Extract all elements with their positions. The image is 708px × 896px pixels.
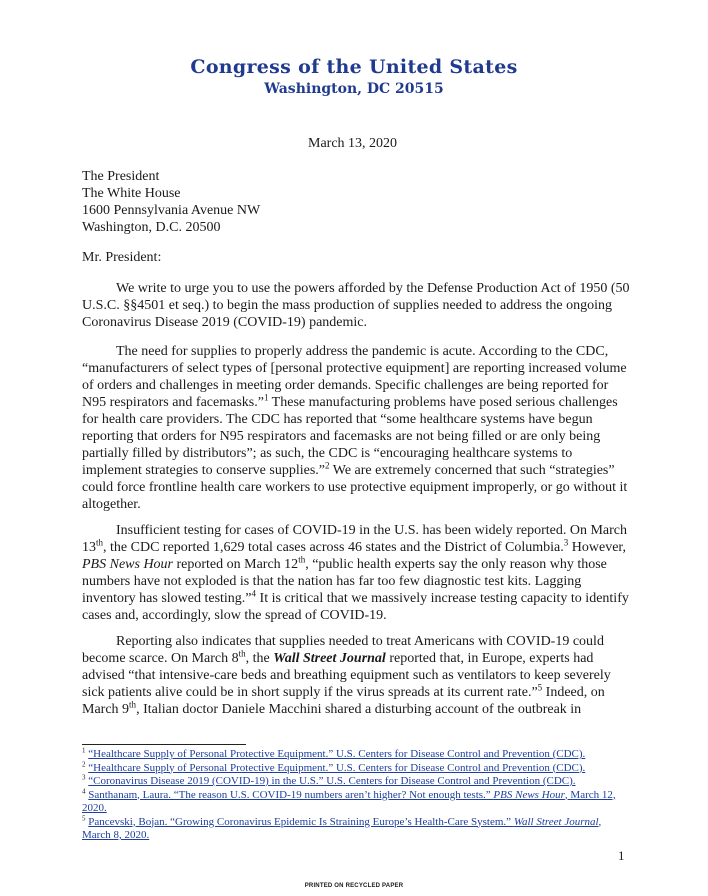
letterhead-subtitle: Washington, DC 20515	[264, 81, 444, 97]
footnote-text: Santhanam, Laura. “The reason U.S. COVID-19 numbers aren’t higher? Not enough tests.”	[88, 788, 494, 801]
footnote-number: 5	[82, 813, 86, 822]
footnote-ref: 5	[537, 682, 543, 693]
page-number: 1	[618, 848, 625, 863]
footnote-number: 4	[82, 786, 86, 795]
footnote-link[interactable]: “Healthcare Supply of Personal Protective Equipment.” U.S. Centers for Disease Control and Prevention (CDC).	[88, 761, 586, 774]
address-line: 1600 Pennsylvania Avenue NW	[82, 203, 261, 218]
paragraph-text: reported on March 12	[173, 557, 299, 572]
footnote-link[interactable]: “Healthcare Supply of Personal Protective Equipment.” U.S. Centers for Disease Control and Prevention (CDC).	[88, 748, 586, 760]
paragraph-text: , the CDC reported 1,629 total cases across 46 states and the District of Columbia.	[103, 540, 564, 555]
footnote-text: Pancevski, Bojan. “Growing Coronavirus Epidemic Is Straining Europe’s Health-Care System.”	[88, 815, 514, 828]
address-line: The White House	[82, 186, 181, 201]
footnote-number: 2	[82, 759, 86, 768]
paragraph-text: We write to urge you to use the powers afforded by the Defense Production Act of 1950 (50 U.S.C. §§4501 et seq.) to begin the mass production of supplies needed to address the ongoing Coronavirus Disease 2019 (COVID-19) pandemic.	[82, 281, 630, 330]
footnote-text: , March 8, 2020.	[82, 815, 602, 841]
publication-name: Wall Street Journal	[513, 815, 599, 828]
paragraph-text: reported that, in Europe, experts had advised “that intensive-care beds and breathing equipment such as ventilators to keep severely sick patients alive could be in short supply if the virus spreads at its current rate.”	[82, 651, 611, 700]
body-paragraph-4	[82, 633, 630, 718]
body-paragraph-1	[82, 280, 630, 331]
recycled-paper-notice: PRINTED ON RECYCLED PAPER	[304, 883, 404, 889]
footnote-divider	[82, 744, 246, 745]
ordinal-suffix: th	[129, 699, 137, 710]
ordinal-suffix: th	[238, 648, 246, 659]
address-line: The President	[82, 169, 160, 184]
footnote-text: , March 12, 2020.	[82, 788, 616, 814]
footnote-5	[82, 813, 622, 843]
recipient-address	[82, 168, 260, 236]
ordinal-suffix: th	[96, 537, 104, 548]
paragraph-text: These manufacturing problems have posed serious challenges for health care providers. The CDC has reported that “some healthcare systems have begun reporting that orders for N95 respirators and facemasks are not being filled or are only being partially filled by distributors”; as such, the CDC is “encouraging healthcare systems to implement strategies to conserve supplies.”	[82, 395, 618, 478]
salutation: Mr. President:	[82, 250, 162, 265]
footnote-number: 3	[82, 773, 86, 782]
paragraph-text: , Italian doctor Daniele Macchini shared a disturbing account of the outbreak in	[136, 702, 582, 717]
footnote-4	[82, 786, 622, 816]
body-paragraph-3	[82, 522, 630, 624]
footnote-number: 1	[82, 746, 86, 755]
paragraph-text: It is critical that we massively increase testing capacity to identify cases and, accordingly, slow the spread of COVID-19.	[82, 591, 629, 623]
paragraph-text: The need for supplies to properly address the pandemic is acute. According to the CDC, “manufacturers of select types of [personal protective equipment] are reporting increased volume of orders and challenges in meeting order demands. Specific challenges are being reported for N95 respirators and facemasks.”	[82, 344, 627, 410]
footnote-ref: 3	[563, 537, 569, 548]
publication-name: PBS News Hour	[493, 788, 565, 801]
letterhead-title: Congress of the United States	[190, 56, 518, 78]
footnote-3	[82, 775, 622, 789]
paragraph-text: Insufficient testing for cases of COVID-19 in the U.S. has been widely reported. On March 13	[82, 523, 627, 555]
footnote-ref: 1	[263, 392, 269, 403]
paragraph-text: We are extremely concerned that such “strategies” could force frontline health care workers to use protective equipment improperly, or go without it altogether.	[82, 463, 628, 512]
paragraph-text: However,	[568, 540, 627, 555]
paragraph-text: Indeed, on March 9	[82, 685, 605, 717]
address-line: Washington, D.C. 20500	[82, 220, 221, 235]
footnotes	[82, 748, 622, 843]
letterhead	[0, 56, 708, 98]
ordinal-suffix: th	[298, 554, 306, 565]
publication-name: Wall Street Journal	[273, 651, 386, 666]
footnote-ref: 2	[325, 460, 330, 471]
footnote-link[interactable]: “Coronavirus Disease 2019 (COVID-19) in the U.S.” U.S. Centers for Disease Control and Prevention (CDC).	[88, 775, 576, 787]
letter-date: March 13, 2020	[308, 136, 398, 151]
footnote-link[interactable]	[82, 813, 602, 842]
body-paragraph-2	[82, 343, 630, 513]
footnote-link[interactable]	[82, 786, 616, 815]
paragraph-text: Reporting also indicates that supplies needed to treat Americans with COVID-19 could become scarce. On March 8	[82, 634, 604, 666]
footnote-1	[82, 748, 622, 762]
paragraph-text: , “public health experts say the only reason why those numbers have not exploded is that the nation has far too few diagnostic test kits. Lagging inventory has slowed testing.”	[82, 557, 607, 606]
footnote-ref: 4	[251, 588, 257, 599]
publication-name: PBS News Hour	[82, 557, 173, 572]
paragraph-text: , the	[245, 651, 274, 666]
footnote-2	[82, 759, 622, 776]
